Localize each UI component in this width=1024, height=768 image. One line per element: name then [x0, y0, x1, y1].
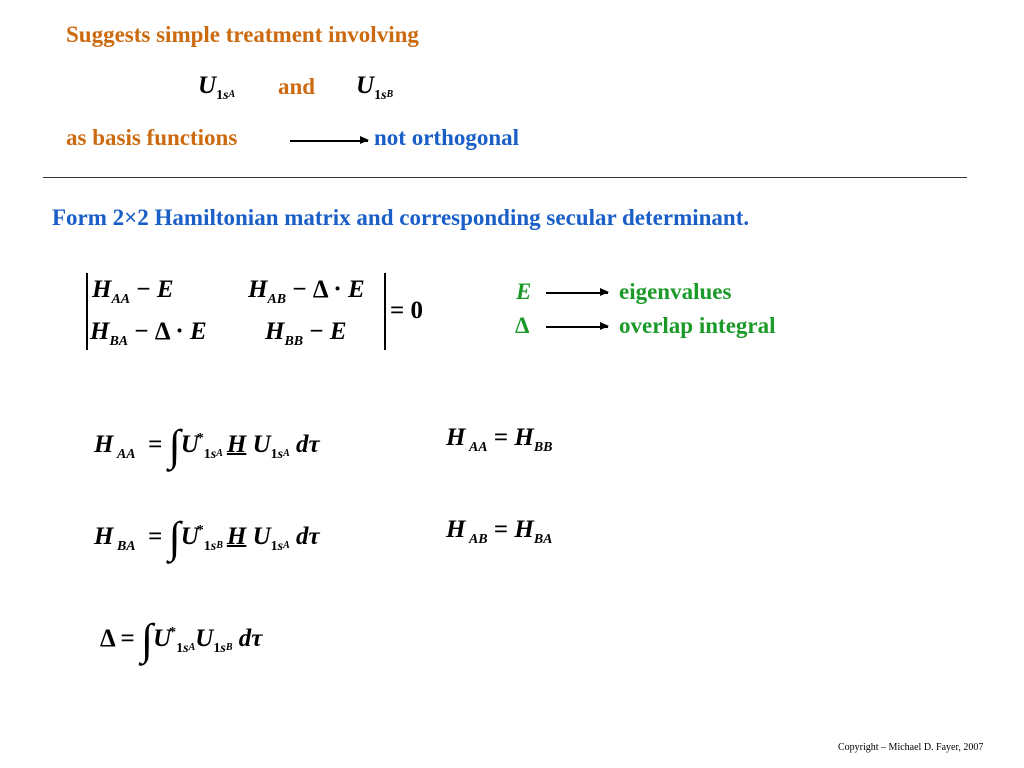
legend-delta-label: overlap integral — [619, 313, 776, 338]
divider — [43, 177, 967, 178]
matrix-element-11: HAA − E — [92, 276, 174, 307]
legend-e-symbol: E — [516, 279, 532, 304]
equation-overlap-integral: $\Delta = \int U*1s_AU1s_B$ dτ — [100, 615, 263, 664]
matrix-element-12: HAB − Δ · E — [248, 276, 365, 307]
basis-function-u1sa: $U1s_A$ — [198, 72, 236, 103]
legend-e-arrow-icon — [546, 292, 608, 294]
equation-hba-integral: H BA = $\int U*1s_B$ H $U1s_A$ dτ — [94, 513, 320, 562]
legend-e-label: eigenvalues — [619, 279, 732, 304]
intro-text: Suggests simple treatment involving — [66, 22, 419, 47]
legend-delta-symbol: Δ — [515, 313, 530, 338]
hamiltonian-heading: Form 2×2 Hamiltonian matrix and corresponding secular determinant. — [52, 205, 750, 230]
determinant-left-bar — [86, 273, 88, 350]
equation-haa-integral: H AA = $\int U*1s_A$ H $U1s_A$ dτ — [94, 421, 320, 470]
equation-haa-equals-hbb: H AA = HBB — [446, 424, 553, 455]
basis-function-u1sb: $U1s_B$ — [356, 72, 394, 103]
basis-functions-text: as basis functions — [66, 125, 238, 150]
not-orthogonal-text: not orthogonal — [374, 125, 520, 150]
matrix-element-21: HBA − Δ · E — [90, 318, 207, 349]
determinant-equals-zero: = 0 — [390, 297, 423, 324]
basis-and-text: and — [278, 74, 316, 99]
right-arrow-icon — [290, 140, 368, 142]
legend-delta-arrow-icon — [546, 326, 608, 328]
equation-hab-equals-hba: H AB = HBA — [446, 516, 553, 547]
copyright-notice: Copyright – Michael D. Fayer, 2007 — [838, 742, 984, 753]
determinant-right-bar — [384, 273, 386, 350]
matrix-element-22: HBB − E — [265, 318, 347, 349]
